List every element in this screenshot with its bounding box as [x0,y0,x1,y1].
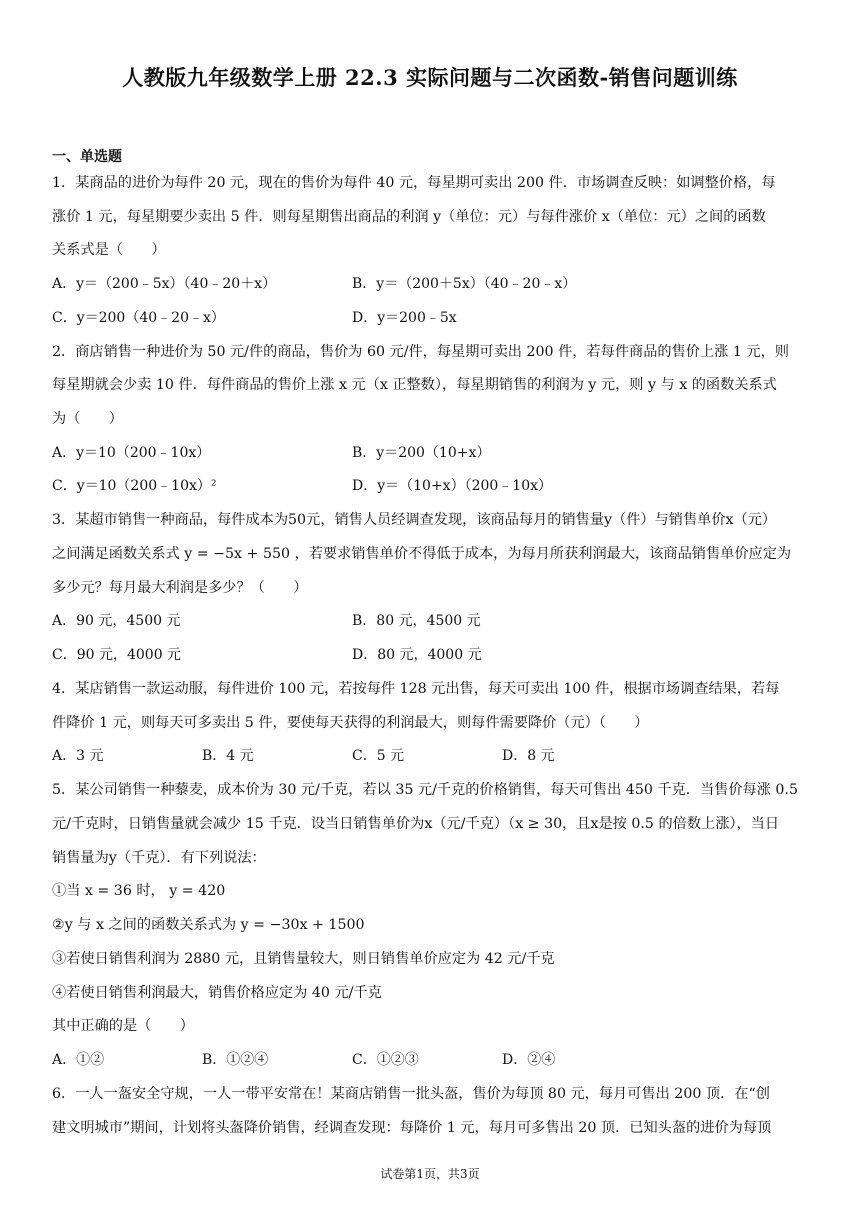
q1-line-2: 涨价 1 元，每星期要少卖出 5 件．则每星期售出商品的利润 y（单位：元）与每件涨价 x（单位：元）之间的函数 [52,209,766,225]
q2-option-c: C．y＝10（200﹣10x）² [52,478,217,494]
q3-option-d: D．80 元，4000 元 [352,647,482,663]
q5-statement-4: ④若使日销售利润最大，销售价格应定为 40 元/千克 [52,985,382,1001]
q2-line-3: 为（ ） [52,411,123,427]
q5-option-c: C．①②③ [352,1052,419,1068]
q3-option-c: C．90 元，4000 元 [52,647,182,663]
q1-option-b: B．y＝（200＋5x）（40﹣20﹣x） [352,276,577,292]
q4-option-a: A．3 元 [52,748,104,764]
q2-line-2: 每星期就会少卖 10 件．每件商品的售价上涨 x 元（x 正整数），每星期销售的利润为 y 元，则 y 与 x 的函数关系式 [52,377,777,393]
q6-line-1: 6．一人一盔安全守规，一人一带平安常在！某商店销售一批头盔，售价为每顶 80 元，每月可售出 200 顶．在“创 [52,1086,770,1102]
q4-line-1: 4．某店销售一款运动服，每件进价 100 元，若按每件 128 元出售，每天可卖出 100 件，根据市场调查结果，若每 [52,681,780,697]
q5-prompt: 其中正确的是（ ） [52,1018,194,1034]
q6-line-2: 建文明城市”期间，计划将头盔降价销售，经调查发现：每降价 1 元，每月可多售出 20 顶．已知头盔的进价为每顶 [52,1120,772,1136]
page-footer: 试卷第1页，共3页 [380,1167,480,1181]
q4-option-d: D．8 元 [502,748,555,764]
q5-line-3: 销售量为y（千克）．有下列说法： [52,850,266,866]
q5-statement-1: ①当 x = 36 时， y = 420 [52,883,226,899]
q2-option-d: D．y＝（10+x）（200﹣10x） [352,478,553,494]
q3-option-b: B．80 元，4500 元 [352,613,481,629]
q5-option-b: B．①②④ [202,1052,269,1068]
q2-option-b: B．y＝200（10+x） [352,445,491,461]
q2-option-a: A．y＝10（200﹣10x） [52,445,211,461]
q5-line-1: 5．某公司销售一种藜麦，成本价为 30 元/千克，若以 35 元/千克的价格销售，每天可售出 450 千克．当售价每涨 0.5 [52,782,798,798]
q1-option-c: C．y＝200（40﹣20﹣x） [52,310,225,326]
q5-option-a: A．①② [52,1052,105,1068]
q3-line-3: 多少元？每月最大利润是多少？（ ） [52,580,308,596]
q3-option-a: A．90 元，4500 元 [52,613,181,629]
q2-line-1: 2．商店销售一种进价为 50 元/件的商品，售价为 60 元/件，每星期可卖出 200 件，若每件商品的售价上涨 1 元，则 [52,344,789,360]
q4-option-b: B．4 元 [202,748,254,764]
q5-statement-2: ②y 与 x 之间的函数关系式为 y = −30x + 1500 [52,917,365,933]
q5-option-d: D．②④ [502,1052,556,1068]
q3-line-1: 3．某超市销售一种商品，每件成本为50元，销售人员经调查发现，该商品每月的销售量y（件）与销售单价x（元） [52,512,777,528]
q3-line-2: 之间满足函数关系式 y = −5x + 550 ，若要求销售单价不得低于成本，为每月所获利润最大，该商品销售单价应定为 [52,546,792,562]
page-title: 人教版九年级数学上册 22.3 实际问题与二次函数-销售问题训练 [122,65,738,90]
q5-statement-3: ③若使日销售利润为 2880 元，且销售量较大，则日销售单价应定为 42 元/千克 [52,951,555,967]
q1-line-3: 关系式是（ ） [52,242,166,258]
q5-line-2: 元/千克时，日销售量就会减少 15 千克．设当日销售单价为x（元/千克）（x ≥ 30，且x是按 0.5 的倍数上涨），当日 [52,816,780,832]
q4-line-2: 件降价 1 元，则每天可多卖出 5 件，要使每天获得的利润最大，则每件需要降价（元）（ ） [52,715,649,731]
q4-option-c: C．5 元 [352,748,405,764]
q1-option-d: D．y＝200﹣5x [352,310,457,326]
q1-line-1: 1．某商品的进价为每件 20 元，现在的售价为每件 40 元，每星期可卖出 200 件．市场调查反映：如调整价格，每 [52,175,776,191]
section-heading: 一、单选题 [52,149,122,165]
q1-option-a: A．y＝（200﹣5x）（40﹣20＋x） [52,276,277,292]
